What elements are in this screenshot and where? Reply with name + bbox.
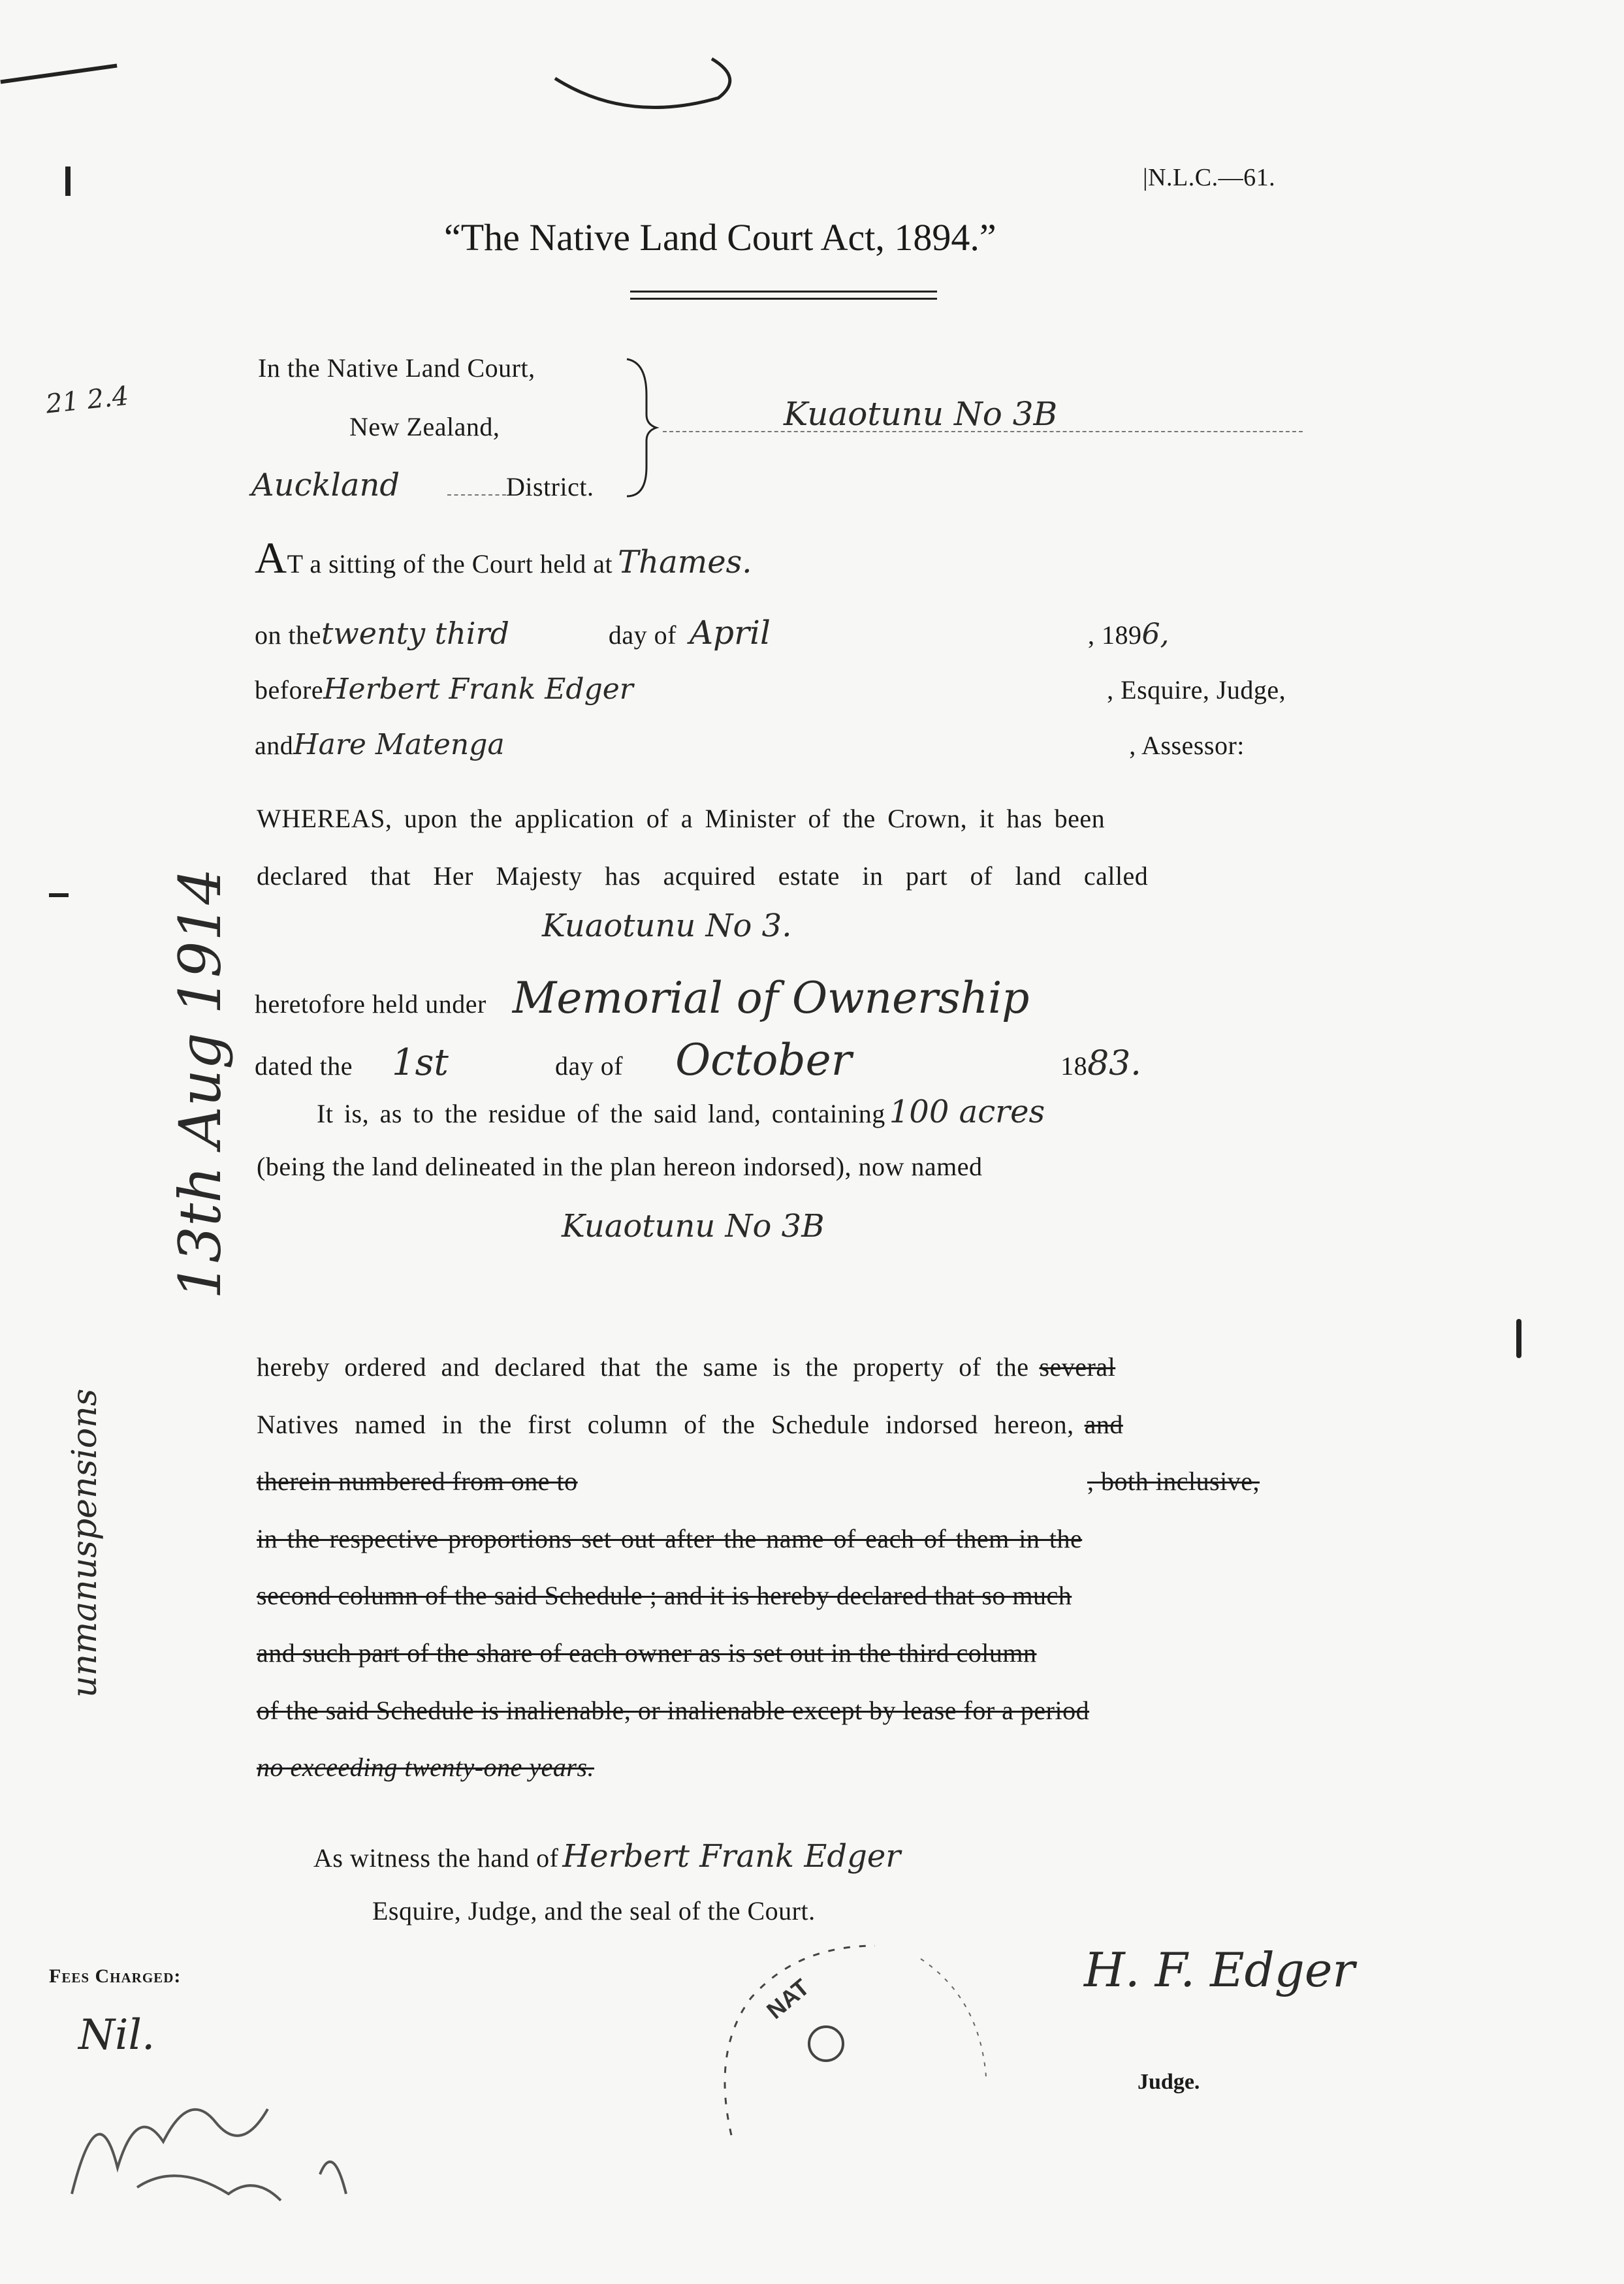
dated-dayof-label: day of [555,1051,624,1081]
before-row [255,673,1309,706]
witness-hand: Herbert Frank Edger [562,1838,901,1875]
now-named-hand: Kuaotunu No 3B [562,1208,825,1245]
held-under-row [255,973,1029,1023]
seal-text: NAT [761,1973,815,2024]
page-title: “The Native Land Court Act, 1894.” [444,216,996,259]
margin-number-hand: 21 2.4 [44,381,131,420]
held-at-label: T a sitting of the Court held at [287,549,613,579]
margin-tick-3 [1516,1319,1521,1358]
struck-line-7: of the said Schedule is inalienable, or inalienable except by lease for a period [257,1696,1090,1725]
struck-line-3a: therein numbered from one to [257,1467,578,1496]
ordered-line-1 [257,1352,1115,1382]
court-brace [620,356,660,500]
witness-line-2: Esquire, Judge, and the seal of the Court. [372,1896,816,1926]
sitting-row [255,535,752,580]
district-label: District. [506,472,594,501]
ordered-struck-2: and [1084,1410,1123,1439]
struck-line-5: second column of the said Schedule ; and it is hereby declared that so much [257,1581,1072,1610]
month-hand: April [689,614,771,652]
witness-label: As witness the hand of [313,1843,559,1873]
residue-row [317,1094,1045,1130]
year-prefix: , 189 [1087,620,1142,650]
assessor-hand: Hare Matenga [293,728,505,761]
struck-line-8: no exceeding twenty-one years. [257,1753,595,1782]
top-loop-mark [549,52,738,124]
land-called-hand: Kuaotunu No 3. [542,908,792,944]
and-label: and [255,731,294,760]
land-name-hand: Kuaotunu No 3B [784,395,1058,433]
held-at-hand: Thames. [618,544,752,580]
held-under-hand: Memorial of Ownership [512,973,1030,1023]
ordered-text-1: hereby ordered and declared that the same is the property of the [257,1352,1029,1382]
dated-year-prefix: 18 [1060,1051,1088,1081]
assessor-row [255,728,1309,761]
date-row [255,614,1309,652]
struck-line-3b: , both inclusive, [1087,1467,1260,1496]
form-code: |N.L.C.—61. [1143,164,1276,191]
delineated-line: (being the land delineated in the plan hereon indorsed), now named [257,1152,983,1181]
whereas-line-1: WHEREAS, upon the application of a Minister of the Crown, it has been [257,804,1106,833]
court-line-1: In the Native Land Court, [258,353,535,383]
corner-mark [0,64,117,84]
court-line-2: New Zealand, [349,412,500,441]
residue-label: It is, as to the residue of the said land, containing [317,1099,885,1128]
year-hand: 6, [1141,618,1170,651]
whereas-line-2: declared that Her Majesty has acquired estate in part of land called [257,861,1149,891]
on-the-label: on the [255,620,321,650]
ordered-text-2: Natives named in the first column of the Schedule indorsed hereon, [257,1410,1074,1439]
fees-hand: Nil. [78,2011,155,2059]
witness-row [313,1838,900,1875]
district-hand: Auckland [251,467,400,503]
acres-hand: 100 acres [889,1094,1045,1130]
big-letter: A [255,533,287,582]
fees-scribble [59,2063,366,2213]
district-row [251,467,594,503]
fees-label: Fees Charged: [49,1965,182,1987]
day-hand: twenty third [321,616,509,651]
dated-label: dated the [255,1051,353,1081]
judge-signature: H. F. Edger [1084,1943,1355,1997]
dated-month-hand: October [675,1035,852,1085]
struck-line-6: and such part of the share of each owner as is set out in the third column [257,1638,1037,1668]
title-double-rule [630,291,937,300]
judge-suffix: , Esquire, Judge, [1107,675,1286,705]
struck-line-4: in the respective proportions set out after the name of each of them in the [257,1524,1083,1553]
assessor-suffix: , Assessor: [1129,731,1245,760]
judge-hand: Herbert Frank Edger [323,673,633,706]
judge-label: Judge. [1138,2070,1200,2094]
dated-day-hand: 1st [392,1041,449,1084]
dated-row [255,1035,1299,1085]
dated-year-hand: 83. [1087,1044,1141,1083]
held-under-label: heretofore held under [255,989,486,1019]
margin-word-hand: unmanuspensions [65,1388,104,1698]
day-of-label: day of [608,620,677,650]
ordered-struck-1: several [1039,1352,1116,1382]
district-fill-line [447,494,506,496]
before-label: before [255,675,324,705]
court-seal [705,1920,1012,2194]
margin-tick-1 [65,167,71,196]
margin-date-hand: 13th Aug 1914 [167,868,234,1299]
margin-tick-2 [49,893,69,897]
ordered-line-2 [257,1409,1123,1440]
